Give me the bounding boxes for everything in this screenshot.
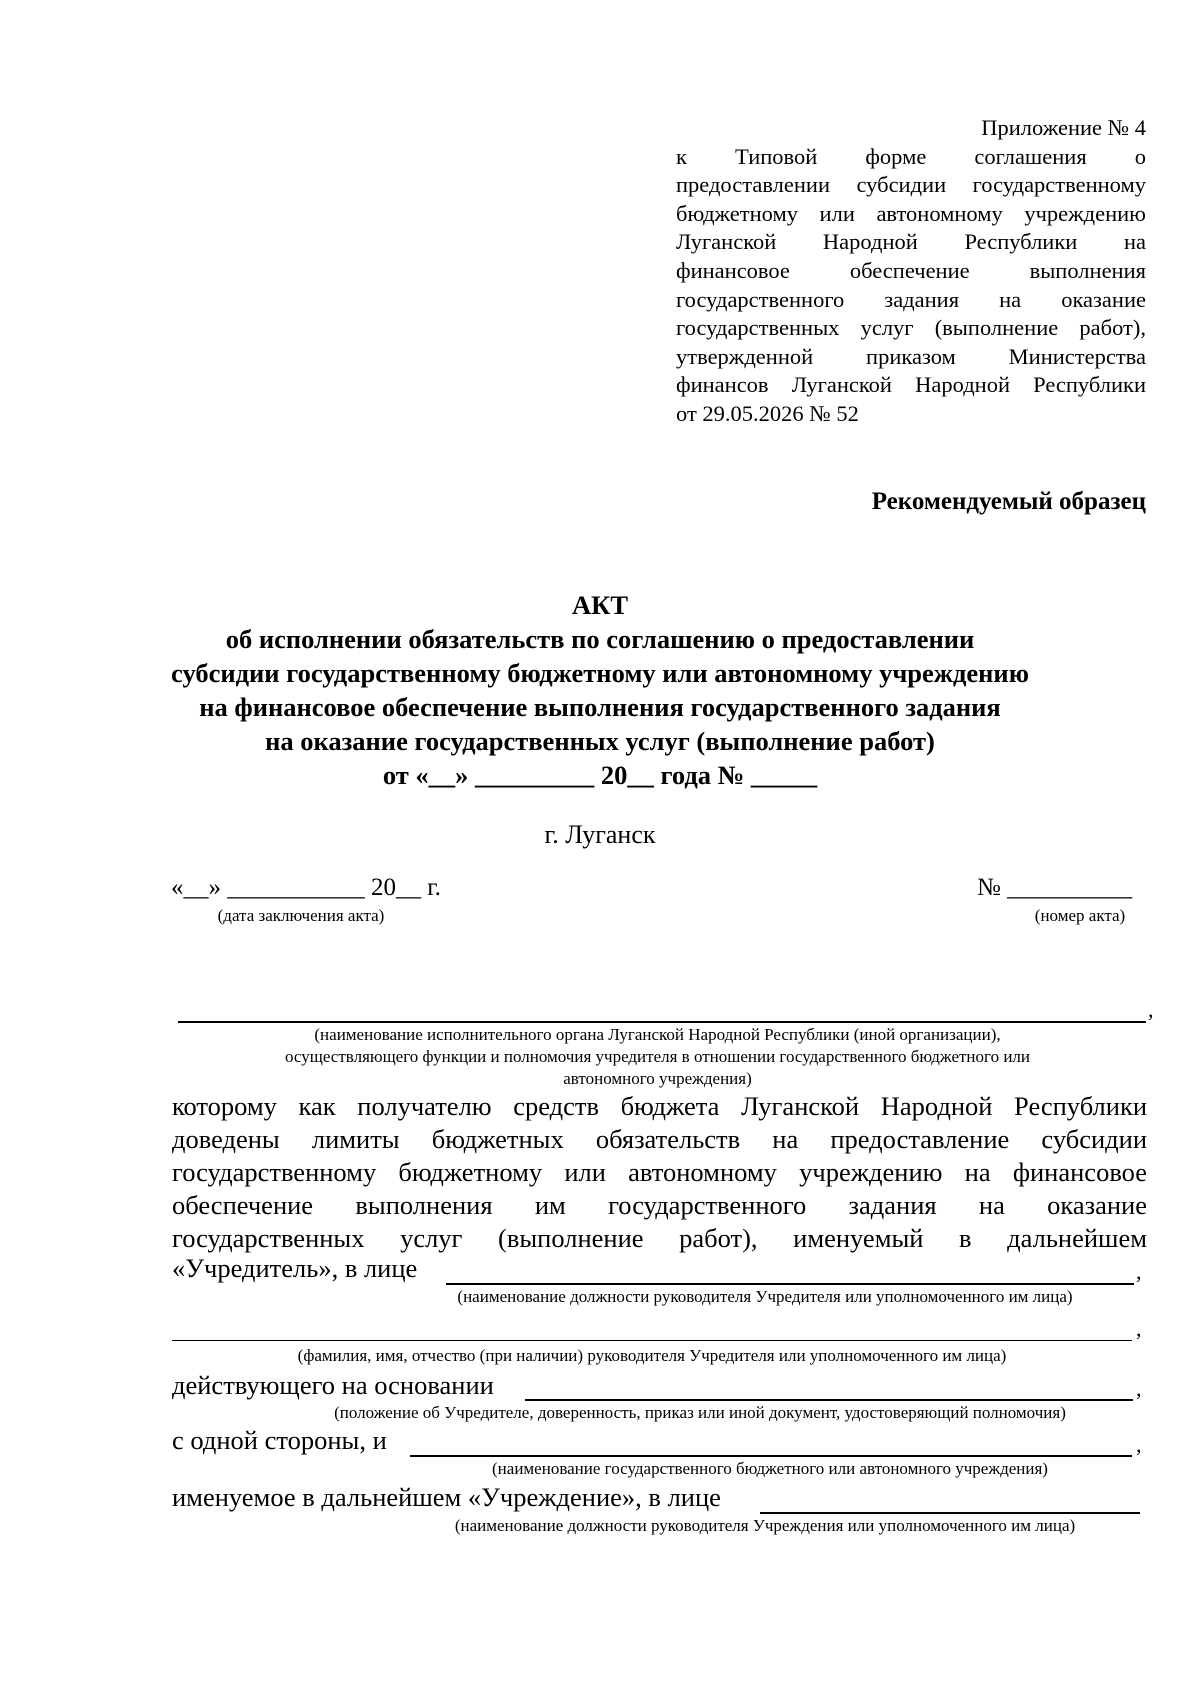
founder-position-line[interactable] <box>446 1283 1134 1285</box>
appendix-line: от 29.05.2026 № 52 <box>676 400 859 426</box>
caption-line: (наименование исполнительного органа Луганской Народной Республики (иной организации), <box>314 1025 1001 1044</box>
appendix-line: финансовое обеспечение выполнения <box>676 257 1146 283</box>
main-paragraph <box>172 1090 1147 1255</box>
paragraph-line: обеспечение выполнения им государственного задания на оказание <box>172 1190 1147 1220</box>
document-title: АКТ <box>571 590 629 620</box>
founder-caption <box>170 1024 1145 1090</box>
city-label: г. Луганск <box>544 820 656 849</box>
heading-line: субсидии государственному бюджетному или автономному учреждению <box>171 658 1029 688</box>
basis-label: действующего на основании <box>172 1370 494 1400</box>
institution-position-caption: (наименование должности руководителя Учреждения или уполномоченного им лица) <box>454 1516 1076 1535</box>
founder-label: «Учредитель», в лице <box>172 1253 418 1283</box>
sample-label: Рекомендуемый образец <box>871 488 1146 515</box>
appendix-title: Приложение № 4 <box>981 115 1146 140</box>
document-heading <box>130 588 1070 792</box>
institution-name-line[interactable] <box>410 1455 1132 1457</box>
founder-name-line[interactable] <box>178 1021 1146 1023</box>
act-date-caption: (дата заключения акта) <box>217 906 385 925</box>
appendix-line: финансов Луганской Народной Республики <box>676 372 1146 398</box>
appendix-line: государственных услуг (выполнение работ), <box>676 315 1146 341</box>
comma: , <box>1148 997 1154 1022</box>
act-number-caption: (номер акта) <box>1034 906 1126 925</box>
comma: , <box>1136 1432 1142 1457</box>
caption-line: автономного учреждения) <box>563 1069 752 1088</box>
founder-name-caption: (фамилия, имя, отчество (при наличии) руководителя Учредителя или уполномоченного им лица) <box>297 1346 1007 1365</box>
appendix-line: Луганской Народной Республики на <box>676 229 1146 255</box>
paragraph-line: государственных услуг (выполнение работ), именуемый в дальнейшем <box>172 1223 1147 1253</box>
institution-label: именуемое в дальнейшем «Учреждение», в лице <box>172 1482 721 1512</box>
act-number-field[interactable]: № __________ <box>977 874 1133 901</box>
appendix-text <box>676 143 1146 429</box>
comma: , <box>1136 1316 1142 1341</box>
paragraph-line: которому как получателю средств бюджета Луганской Народной Республики <box>172 1091 1147 1121</box>
comma: , <box>1136 1376 1142 1401</box>
caption-line: осуществляющего функции и полномочия учредителя в отношении государственного бюджетного или <box>285 1047 1030 1066</box>
institution-caption: (наименование государственного бюджетного или автономного учреждения) <box>492 1459 1048 1478</box>
heading-line: на оказание государственных услуг (выполнение работ) <box>265 726 935 756</box>
appendix-line: предоставлении субсидии государственному <box>676 172 1146 198</box>
appendix-line: бюджетному или автономному учреждению <box>676 200 1146 226</box>
appendix-line: утвержденной приказом Министерства <box>676 343 1146 369</box>
side-label: с одной стороны, и <box>172 1425 387 1455</box>
basis-caption: (положение об Учредителе, доверенность, приказ или иной документ, удостоверяющий полномочия) <box>334 1403 1066 1422</box>
heading-line: об исполнении обязательств по соглашению о предоставлении <box>225 624 975 654</box>
institution-position-line[interactable] <box>760 1512 1140 1514</box>
paragraph-line: государственному бюджетному или автономному учреждению на финансовое <box>172 1157 1147 1187</box>
founder-fullname-line[interactable] <box>172 1340 1132 1341</box>
paragraph-line: доведены лимиты бюджетных обязательств на предоставление субсидии <box>172 1124 1147 1154</box>
appendix-line: государственного задания на оказание <box>676 286 1146 312</box>
comma: , <box>1136 1259 1142 1284</box>
appendix-block <box>676 114 1146 429</box>
basis-line[interactable] <box>525 1399 1133 1401</box>
founder-position-caption: (наименование должности руководителя Учредителя или уполномоченного им лица) <box>457 1287 1073 1306</box>
heading-line: на финансовое обеспечение выполнения государственного задания <box>199 692 1001 722</box>
act-date-field[interactable]: «__» ___________ 20__ г. <box>171 874 441 901</box>
appendix-line: к Типовой форме соглашения о <box>676 143 1146 169</box>
heading-line: от «__» _________ 20__ года № _____ <box>382 760 818 790</box>
